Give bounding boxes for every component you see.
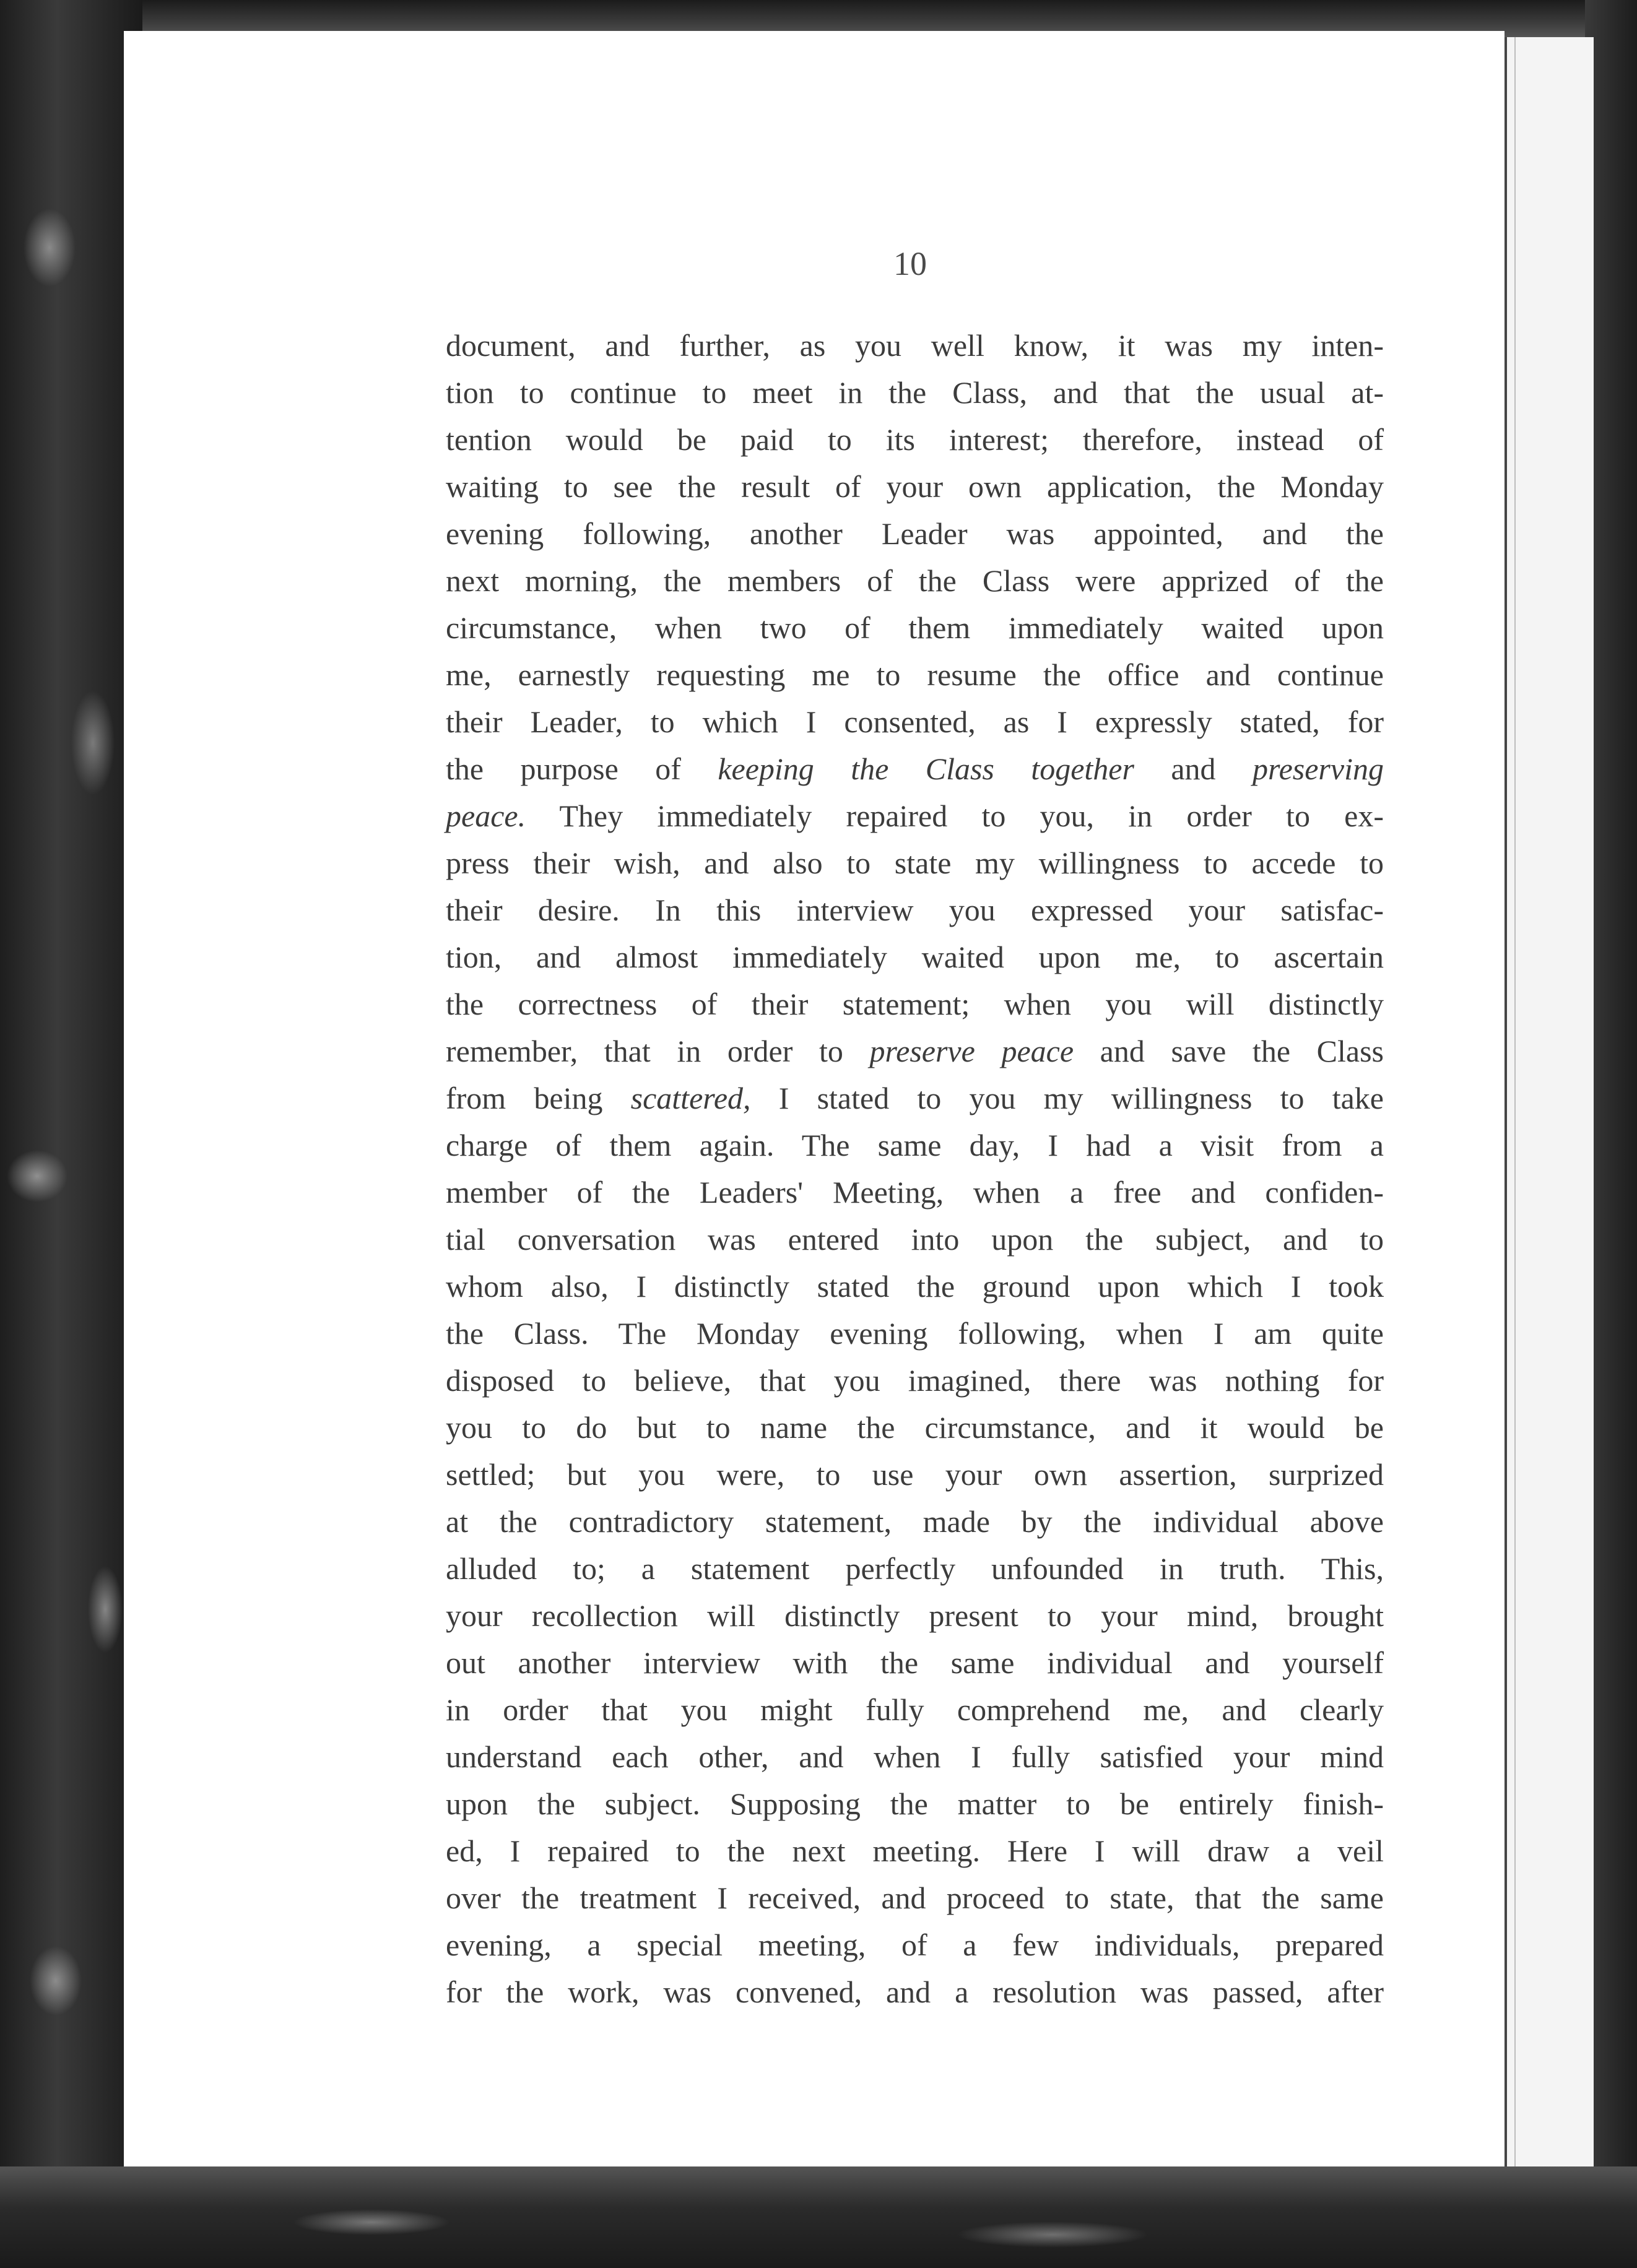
text-segment: in order that you might fully comprehend me, and clearly bbox=[446, 1692, 1384, 1727]
text-segment: and bbox=[1134, 751, 1253, 786]
text-segment: disposed to believe, that you imagined, there was nothing for bbox=[446, 1363, 1384, 1398]
text-line bbox=[446, 1404, 1384, 1451]
text-segment: out another interview with the same individual and yourself bbox=[446, 1645, 1384, 1680]
text-line bbox=[446, 1592, 1384, 1639]
book-binding-left bbox=[0, 0, 142, 2268]
text-line bbox=[446, 1733, 1384, 1780]
text-line bbox=[446, 322, 1384, 369]
text-segment: circumstance, when two of them immediately waited upon bbox=[446, 610, 1384, 645]
text-line bbox=[446, 369, 1384, 416]
text-line bbox=[446, 792, 1384, 839]
book-binding-bottom bbox=[0, 2166, 1637, 2268]
text-line bbox=[446, 886, 1384, 933]
text-line bbox=[446, 1545, 1384, 1592]
text-line bbox=[446, 1968, 1384, 2015]
page-number: 10 bbox=[893, 245, 927, 282]
text-line bbox=[446, 463, 1384, 510]
text-line bbox=[446, 1310, 1384, 1357]
text-line bbox=[446, 1451, 1384, 1498]
text-segment: the purpose of bbox=[446, 751, 718, 786]
text-line bbox=[446, 1357, 1384, 1404]
text-line bbox=[446, 1686, 1384, 1733]
italic-phrase: keeping the Class together bbox=[718, 751, 1134, 786]
text-segment: from being bbox=[446, 1081, 631, 1115]
text-segment: evening, a special meeting, of a few individuals, prepared bbox=[446, 1928, 1384, 1962]
facing-page-edge bbox=[1505, 37, 1594, 2166]
text-line bbox=[446, 745, 1384, 792]
text-line bbox=[446, 510, 1384, 557]
text-line bbox=[446, 698, 1384, 745]
text-line bbox=[446, 1122, 1384, 1169]
text-line bbox=[446, 416, 1384, 463]
text-segment: tention would be paid to its interest; therefore, instead of bbox=[446, 422, 1384, 457]
text-segment: for the work, was convened, and a resolution was passed, after bbox=[446, 1975, 1384, 2009]
text-line bbox=[446, 980, 1384, 1028]
text-segment: over the treatment I received, and proceed to state, that the same bbox=[446, 1881, 1384, 1915]
text-line bbox=[446, 557, 1384, 604]
text-line bbox=[446, 1169, 1384, 1216]
text-segment: ed, I repaired to the next meeting. Here I will draw a veil bbox=[446, 1833, 1384, 1868]
text-segment: you to do but to name the circumstance, and it would be bbox=[446, 1410, 1384, 1445]
text-segment: remember, that in order to bbox=[446, 1034, 870, 1068]
text-segment: understand each other, and when I fully satisfied your mind bbox=[446, 1739, 1384, 1774]
text-line bbox=[446, 1921, 1384, 1968]
text-segment: me, earnestly requesting me to resume the office and continue bbox=[446, 657, 1384, 692]
text-segment: alluded to; a statement perfectly unfounded in truth. This, bbox=[446, 1551, 1384, 1586]
text-segment: tion to continue to meet in the Class, and that the usual at- bbox=[446, 375, 1384, 410]
text-segment: I stated to you my willingness to take bbox=[750, 1081, 1384, 1115]
text-line bbox=[446, 1874, 1384, 1921]
text-segment: press their wish, and also to state my willingness to accede to bbox=[446, 846, 1384, 880]
text-segment: member of the Leaders' Meeting, when a free and confiden- bbox=[446, 1175, 1384, 1210]
text-segment: They immediately repaired to you, in order to ex- bbox=[526, 799, 1384, 833]
text-segment: at the contradictory statement, made by the individual above bbox=[446, 1504, 1384, 1539]
text-segment: your recollection will distinctly present to your mind, brought bbox=[446, 1598, 1384, 1633]
text-segment: charge of them again. The same day, I had a visit from a bbox=[446, 1128, 1384, 1162]
text-segment: their desire. In this interview you expressed your satisfac- bbox=[446, 893, 1384, 927]
text-segment: waiting to see the result of your own application, the Monday bbox=[446, 469, 1384, 504]
text-segment: whom also, I distinctly stated the ground upon which I took bbox=[446, 1269, 1384, 1304]
text-line bbox=[446, 1263, 1384, 1310]
text-line bbox=[446, 1780, 1384, 1827]
text-segment: settled; but you were, to use your own assertion, surprized bbox=[446, 1457, 1384, 1492]
text-segment: document, and further, as you well know, it was my inten- bbox=[446, 328, 1384, 363]
text-segment: tion, and almost immediately waited upon me, to ascertain bbox=[446, 940, 1384, 974]
text-segment: the correctness of their statement; when you will distinctly bbox=[446, 987, 1384, 1021]
text-line bbox=[446, 1498, 1384, 1545]
text-segment: the Class. The Monday evening following, when I am quite bbox=[446, 1316, 1384, 1351]
text-segment: tial conversation was entered into upon the subject, and to bbox=[446, 1222, 1384, 1257]
text-line bbox=[446, 839, 1384, 886]
text-segment: upon the subject. Supposing the matter to be entirely finish- bbox=[446, 1786, 1384, 1821]
text-line bbox=[446, 604, 1384, 651]
text-segment: and save the Class bbox=[1074, 1034, 1384, 1068]
text-line bbox=[446, 1075, 1384, 1122]
text-line bbox=[446, 1827, 1384, 1874]
text-line bbox=[446, 933, 1384, 980]
text-line bbox=[446, 1639, 1384, 1686]
text-line bbox=[446, 1028, 1384, 1075]
text-segment: their Leader, to which I consented, as I expressly stated, for bbox=[446, 704, 1384, 739]
italic-phrase: preserve peace bbox=[869, 1034, 1074, 1068]
italic-phrase: peace. bbox=[446, 799, 526, 833]
text-line bbox=[446, 651, 1384, 698]
body-text bbox=[446, 322, 1384, 2015]
text-segment: next morning, the members of the Class were apprized of the bbox=[446, 563, 1384, 598]
italic-phrase: preserving bbox=[1252, 751, 1384, 786]
italic-phrase: scattered, bbox=[630, 1081, 751, 1115]
text-segment: evening following, another Leader was appointed, and the bbox=[446, 516, 1384, 551]
text-line bbox=[446, 1216, 1384, 1263]
